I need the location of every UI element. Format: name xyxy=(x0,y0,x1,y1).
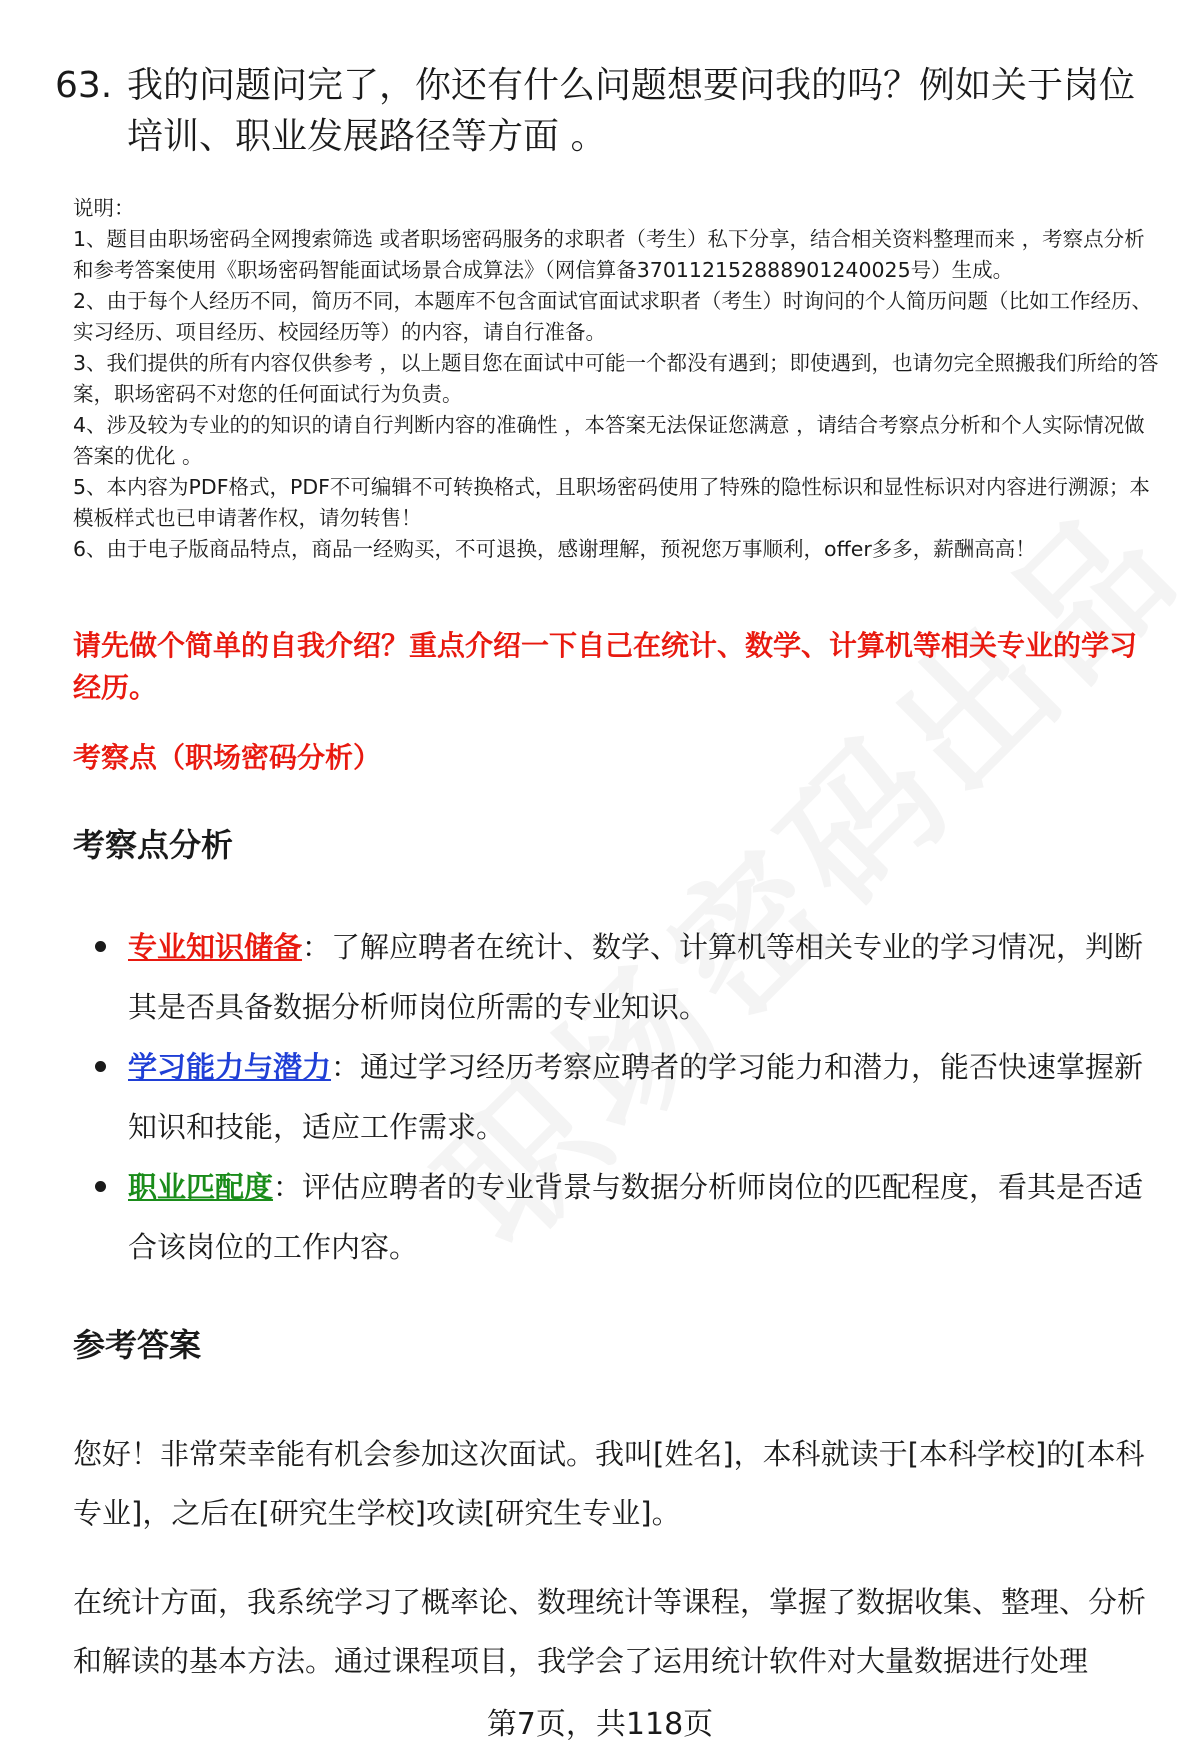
interview-question: 请先做个简单的自我介绍？重点介绍一下自己在统计、数学、计算机等相关专业的学习经历。 xyxy=(73,629,1138,704)
question-text: 我的问题问完了，你还有什么问题想要问我的吗？例如关于岗位培训、职业发展路径等方面 。 xyxy=(127,65,1136,157)
analysis-description: ：了解应聘者在统计、数学、计算机等相关专业的学习情况，判断其是否具备数据分析师岗位所需的专业知识。 xyxy=(128,930,1144,1024)
note-item: 5、本内容为PDF格式，PDF不可编辑不可转换格式，且职场密码使用了特殊的隐性标识和显性标识对内容进行溯源；本模板样式也已申请著作权，请勿转售！ xyxy=(73,475,1150,530)
answer-paragraph: 在统计方面，我系统学习了概率论、数理统计等课程，掌握了数据收集、整理、分析和解读的基本方法。通过课程项目，我学会了运用统计软件对大量数据进行处理 xyxy=(73,1585,1147,1678)
notes-heading: 说明： xyxy=(73,196,135,220)
analysis-item xyxy=(95,917,1155,1037)
bullet-icon xyxy=(95,941,106,952)
notes-section xyxy=(73,193,1163,565)
note-item: 3、我们提供的所有内容仅供参考 ，以上题目您在面试中可能一个都没有遇到；即使遇到，也请勿完全照搬我们所给的答案，职场密码不对您的任何面试行为负责。 xyxy=(73,351,1159,406)
analysis-description: ：通过学习经历考察应聘者的学习能力和潜力，能否快速掌握新知识和技能，适应工作需求。 xyxy=(128,1050,1144,1144)
analysis-keyword: 职业匹配度 xyxy=(128,1170,274,1204)
answer-heading: 参考答案 xyxy=(73,1326,202,1364)
answer-paragraph: 您好！非常荣幸能有机会参加这次面试。我叫[姓名]，本科就读于[本科学校]的[本科专业]，之后在[研究生学校]攻读[研究生专业]。 xyxy=(73,1437,1145,1530)
analysis-heading: 考察点分析 xyxy=(73,826,234,864)
note-item: 1、题目由职场密码全网搜索筛选 或者职场密码服务的求职者（考生）私下分享，结合相关资料整理而来 ，考察点分析和参考答案使用《职场密码智能面试场景合成算法》（网信算备370112152888901240025号）生成。 xyxy=(73,227,1145,282)
analysis-item xyxy=(95,1157,1155,1277)
note-item: 2、由于每个人经历不同，简历不同，本题库不包含面试官面试求职者（考生）时询问的个人简历问题（比如工作经历、实习经历、项目经历、校园经历等）的内容，请自行准备。 xyxy=(73,289,1153,344)
page-footer: 第7页，共118页 xyxy=(486,1707,714,1742)
analysis-keyword: 学习能力与潜力 xyxy=(128,1050,332,1084)
analysis-item xyxy=(95,1037,1155,1157)
bullet-icon xyxy=(95,1181,106,1192)
note-item: 4、涉及较为专业的的知识的请自行判断内容的准确性 ，本答案无法保证您满意 ，请结合考察点分析和个人实际情况做答案的优化 。 xyxy=(73,413,1145,468)
analysis-keyword: 专业知识储备 xyxy=(128,930,303,964)
analysis-list xyxy=(95,917,1155,1277)
bullet-icon xyxy=(95,1061,106,1072)
analysis-description: ：评估应聘者的专业背景与数据分析师岗位的匹配程度，看其是否适合该岗位的工作内容。 xyxy=(128,1170,1144,1264)
question-title xyxy=(55,60,1145,162)
note-item: 6、由于电子版商品特点，商品一经购买，不可退换，感谢理解，预祝您万事顺利，offer多多，薪酬高高！ xyxy=(73,537,1036,561)
analysis-label: 考察点（职场密码分析） xyxy=(73,741,382,774)
question-number: 63. xyxy=(55,65,113,106)
